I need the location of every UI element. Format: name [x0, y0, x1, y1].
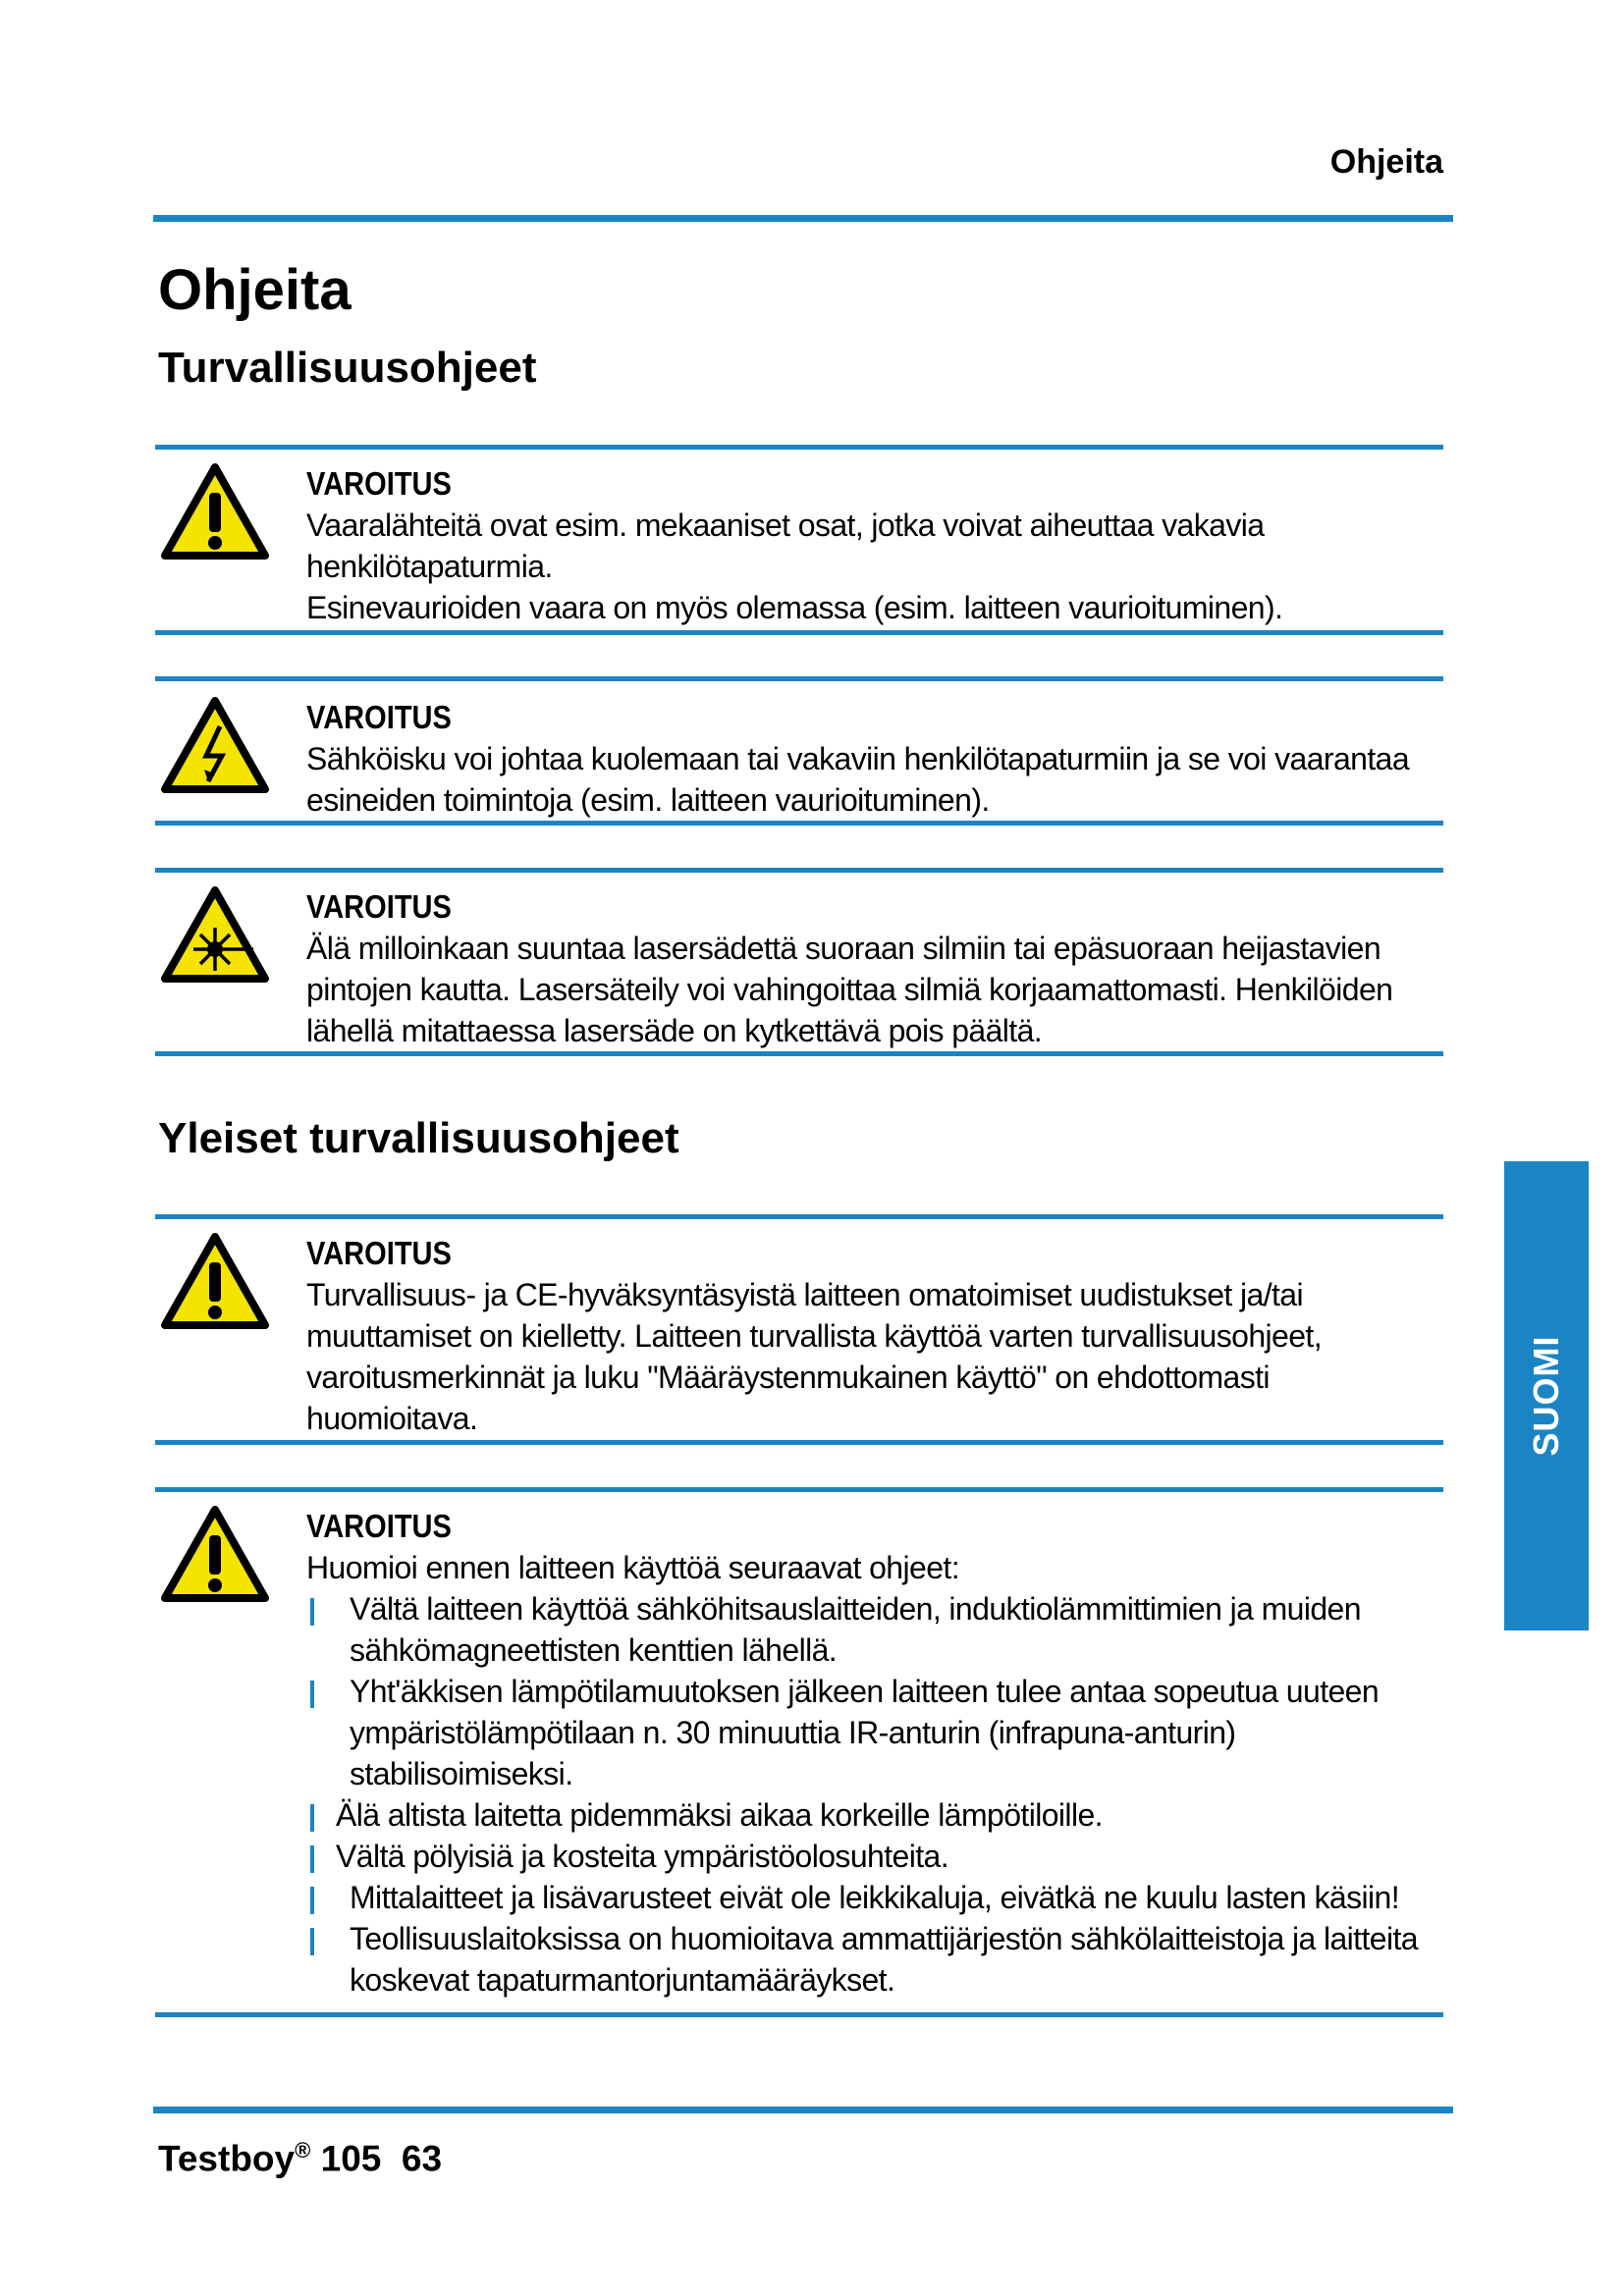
- warning-intro: Huomioi ennen laitteen käyttöä seuraavat ohjeet:: [306, 1550, 959, 1585]
- list-item-line: ympäristölämpötilaan n. 30 minuuttia IR-anturin (infrapuna-anturin): [350, 1715, 1236, 1750]
- warning-text-line: varoitusmerkinnät ja luku "Määräystenmukainen käyttö" on ehdottomasti: [306, 1360, 1270, 1395]
- page-title: Ohjeita: [158, 258, 352, 322]
- warning-text-line: pintojen kautta. Lasersäteily voi vahingoittaa silmiä korjaamattomasti. Henkilöiden: [306, 972, 1393, 1007]
- list-item-line: Teollisuuslaitoksissa on huomioitava ammattijärjestön sähkölaitteistoja ja laitteita: [350, 1921, 1418, 1956]
- warning-label: VAROITUS: [306, 888, 452, 925]
- list-item-line: Vältä laitteen käyttöä sähköhitsauslaitteiden, induktiolämmittimien ja muiden: [350, 1591, 1361, 1627]
- warning-bottom-rule: [155, 630, 1443, 635]
- list-item-line: Vältä pölyisiä ja kosteita ympäristöolosuhteita.: [336, 1839, 948, 1874]
- registered-mark: ®: [295, 2138, 311, 2163]
- warning-top-rule: [155, 676, 1443, 681]
- list-item: [306, 1794, 1435, 1836]
- language-tab: [1504, 1161, 1589, 1630]
- warning-top-rule: [155, 1487, 1443, 1492]
- running-header: Ohjeita: [1329, 143, 1443, 181]
- electric-shock-icon: [159, 697, 271, 795]
- footer-rule: [153, 2107, 1453, 2113]
- warning-label: VAROITUS: [306, 465, 452, 502]
- list-item-line: Yht'äkkisen lämpötilamuutoksen jälkeen laitteen tulee antaa sopeutua uuteen: [350, 1674, 1380, 1709]
- list-item: [306, 1588, 1435, 1671]
- warning-exclamation-icon: [159, 463, 271, 561]
- warning-text-line: muuttamiset on kielletty. Laitteen turvallista käyttöä varten turvallisuusohjeet,: [306, 1318, 1323, 1354]
- list-item-line: koskevat tapaturmantorjuntamääräykset.: [350, 1962, 895, 1998]
- warning-bottom-rule: [155, 1051, 1443, 1056]
- list-item: [306, 1918, 1435, 2001]
- warning-text-line: huomioitava.: [306, 1401, 478, 1436]
- warning-top-rule: [155, 868, 1443, 873]
- warning-text-line: Vaaralähteitä ovat esim. mekaaniset osat, jotka voivat aiheuttaa vakavia: [306, 507, 1265, 543]
- page-number: 63: [401, 2138, 443, 2179]
- warning-bottom-rule: [155, 2012, 1443, 2017]
- list-item-line: sähkömagneettisten kenttien lähellä.: [350, 1632, 838, 1668]
- section-title-safety: Turvallisuusohjeet: [158, 344, 537, 392]
- warning-text-line: Sähköisku voi johtaa kuolemaan tai vakaviin henkilötapaturmiin ja se voi vaarantaa: [306, 741, 1410, 776]
- warning-text-line: henkilötapaturmia.: [306, 549, 553, 584]
- language-tab-label: SUOMI: [1526, 1335, 1566, 1457]
- list-item-line: stabilisoimiseksi.: [350, 1756, 573, 1791]
- list-item: [306, 1877, 1435, 1918]
- list-item: [306, 1836, 1435, 1877]
- warning-text-line: Turvallisuus- ja CE-hyväksyntäsyistä laitteen omatoimiset uudistukset ja/tai: [306, 1277, 1303, 1312]
- warning-label: VAROITUS: [306, 1508, 452, 1544]
- warning-bottom-rule: [155, 1440, 1443, 1445]
- warning-label: VAROITUS: [306, 699, 452, 735]
- warning-text-line: Esinevaurioiden vaara on myös olemassa (esim. laitteen vaurioituminen).: [306, 590, 1283, 625]
- list-item-line: Mittalaitteet ja lisävarusteet eivät ole leikkikaluja, eivätkä ne kuulu lasten käsiin!: [350, 1880, 1399, 1915]
- warning-exclamation-icon: [159, 1506, 271, 1604]
- warning-text-line: Älä milloinkaan suuntaa lasersädettä suoraan silmiin tai epäsuoraan heijastavien: [306, 931, 1381, 966]
- footer-model: 105: [320, 2138, 382, 2179]
- list-item-line: Älä altista laitetta pidemmäksi aikaa korkeille lämpötiloille.: [336, 1797, 1103, 1833]
- warning-text-line: esineiden toimintoja (esim. laitteen vaurioituminen).: [306, 782, 990, 818]
- instruction-list: [306, 1588, 1435, 2001]
- warning-bottom-rule: [155, 821, 1443, 826]
- list-item: [306, 1671, 1435, 1794]
- warning-top-rule: [155, 1214, 1443, 1219]
- warning-top-rule: [155, 445, 1443, 450]
- header-rule: [153, 215, 1453, 222]
- footer: [158, 2138, 442, 2179]
- laser-warning-icon: [159, 886, 271, 985]
- footer-product: Testboy: [158, 2138, 296, 2179]
- warning-label: VAROITUS: [306, 1235, 452, 1271]
- section-title-general: Yleiset turvallisuusohjeet: [158, 1114, 679, 1162]
- warning-text-line: lähellä mitattaessa lasersäde on kytkettävä pois päältä.: [306, 1013, 1043, 1048]
- warning-exclamation-icon: [159, 1233, 271, 1331]
